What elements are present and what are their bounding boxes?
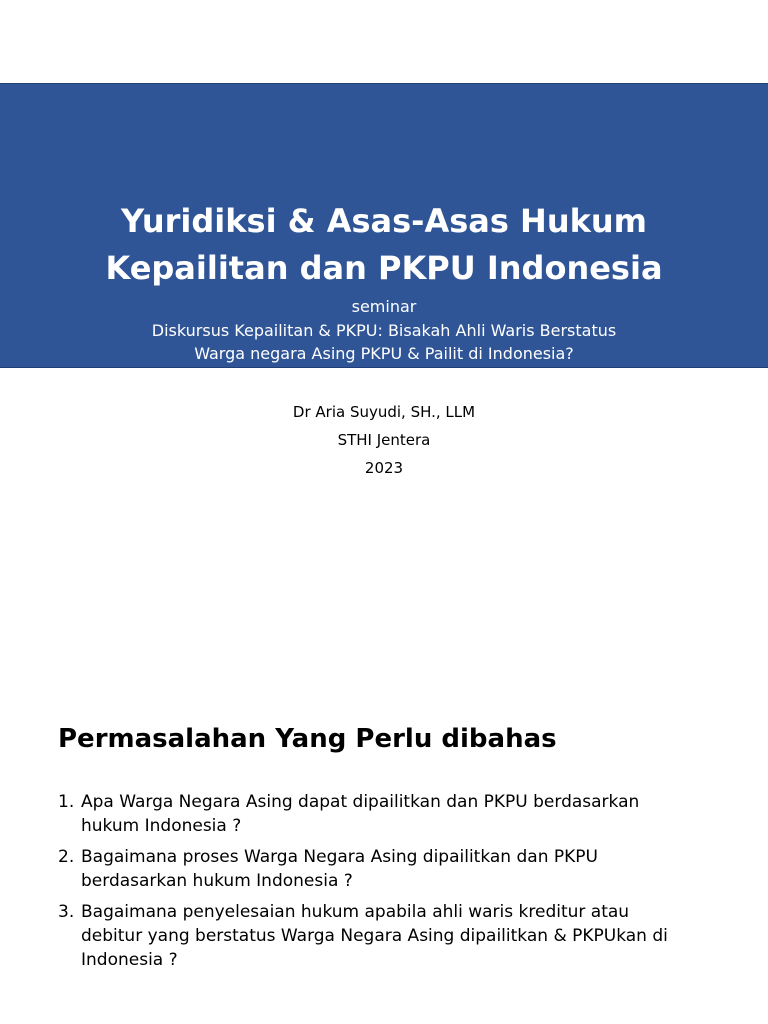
question-list [58,790,738,979]
question-number: 2. [58,847,75,867]
question-text-line: Apa Warga Negara Asing dapat dipailitkan dan PKPU berdasarkan [81,792,640,812]
subtitle-line-2: Warga negara Asing PKPU & Pailit di Indonesia? [194,344,574,363]
subtitle-label: seminar [351,297,417,316]
slide-title-line-1: Yuridiksi & Asas-Asas Hukum [120,202,648,240]
question-text-line: hukum Indonesia ? [81,816,242,836]
question-number: 3. [58,902,75,922]
section-heading: Permasalahan Yang Perlu dibahas [58,724,557,754]
author-block [0,398,768,482]
slide-title-line-2: Kepailitan dan PKPU Indonesia [105,249,663,287]
question-item-3 [58,900,738,972]
question-number: 1. [58,792,75,812]
question-text-line: Bagaimana proses Warga Negara Asing dipailitkan dan PKPU [81,847,598,867]
question-item-1 [58,790,738,838]
discussion-slide [0,700,768,1024]
question-text-line: Bagaimana penyelesaian hukum apabila ahli waris kreditur atau [81,902,630,922]
subtitle-line-1: Diskursus Kepailitan & PKPU: Bisakah Ahli Waris Berstatus [151,321,617,340]
title-slide [0,0,768,480]
author-name: Dr Aria Suyudi, SH., LLM [292,403,476,421]
institution-name: STHI Jentera [337,431,431,449]
question-text-line: debitur yang berstatus Warga Negara Asing dipailitkan & PKPUkan di [81,926,668,946]
year: 2023 [364,459,404,477]
question-text-line: Indonesia ? [81,950,178,970]
title-band [0,83,768,368]
question-item-2 [58,845,738,893]
question-text-line: berdasarkan hukum Indonesia ? [81,871,353,891]
